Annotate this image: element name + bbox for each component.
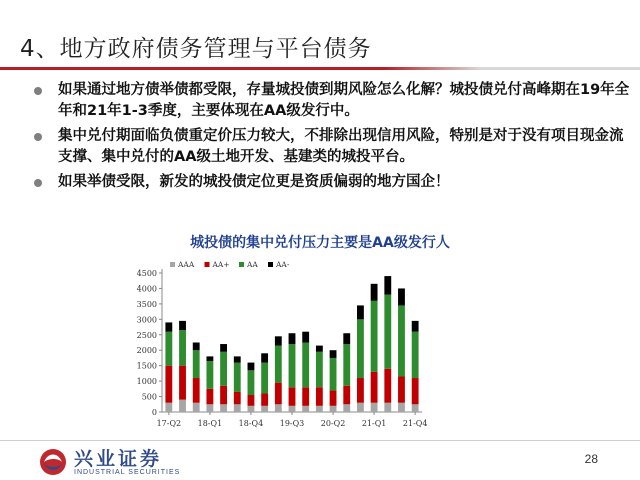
y-tick-label: 3500 [136,299,157,309]
title-divider [0,67,640,70]
bar-aaa-18-Q2 [220,404,227,412]
stacked-bar-chart [130,255,430,435]
bar-aaplus-20-Q2 [330,390,337,405]
bar-aaminus-17-Q2 [165,322,172,331]
page-number: 28 [584,452,598,466]
bar-aaplus-19-Q1 [261,393,268,405]
x-tick-label: 18-Q1 [197,419,223,428]
bullet-text: 集中兑付期面临负债重定价压力较大，不排除出现信用风险，特别是对于没有项目现金流支撑、集中兑付的AA级土地开发、基建类的城投平台。 [58,128,624,165]
bar-aaminus-17-Q3 [179,321,186,330]
bar-aaa-21-Q1 [371,403,378,412]
bar-aaminus-21-Q3 [398,288,405,305]
bar-aa-20-Q1 [316,352,323,388]
y-tick-label: 3000 [136,315,157,325]
bar-aaa-19-Q1 [261,406,268,412]
bar-aaplus-20-Q1 [316,387,323,406]
chart-title: 城投债的集中兑付压力主要是AA级发行人 [190,235,450,251]
bar-aaa-17-Q4 [193,403,200,412]
bar-aaminus-20-Q1 [316,346,323,352]
bar-aaminus-19-Q1 [261,353,268,362]
bar-aaplus-19-Q3 [289,387,296,406]
bullet-dot-icon [34,179,42,187]
bullet-text: 如果举债受限，新发的城投债定位更是资质偏弱的地方国企！ [58,174,450,190]
bar-aaa-17-Q3 [179,400,186,412]
legend-swatch [205,262,210,267]
bullet-item [32,172,632,193]
y-tick-label: 4500 [136,269,157,278]
legend-label: AA+ [212,260,230,269]
bar-aaa-20-Q2 [330,406,337,412]
y-tick-label: 1500 [136,361,157,371]
bar-aa-20-Q2 [330,358,337,390]
bar-aaplus-19-Q4 [302,387,309,406]
bar-aa-18-Q1 [206,361,213,389]
bar-aaminus-20-Q3 [343,333,350,344]
bar-aaminus-19-Q3 [289,333,296,344]
bar-aaa-20-Q1 [316,406,323,412]
bar-aa-17-Q4 [193,350,200,378]
bar-aaplus-17-Q4 [193,378,200,403]
bar-aaa-20-Q4 [357,403,364,412]
y-tick-label: 1000 [136,377,157,387]
bar-aa-21-Q1 [371,301,378,372]
company-emblem-icon [38,447,68,477]
company-name-en: INDUSTRIAL SECURITIES [74,468,181,476]
bar-aa-18-Q2 [220,352,227,386]
bar-aaminus-18-Q2 [220,344,227,352]
y-tick-label: 4000 [136,284,157,294]
bar-aa-20-Q4 [357,319,364,378]
bar-aa-21-Q4 [412,332,419,378]
x-tick-label: 19-Q3 [279,419,305,428]
bullet-item [32,80,632,122]
bar-aa-21-Q3 [398,305,405,376]
slide-title: 4、地方政府债务管理与平台债务 [20,36,372,62]
bar-aaplus-18-Q1 [206,389,213,404]
bar-aaa-21-Q3 [398,403,405,412]
bar-aaminus-20-Q4 [357,305,364,319]
footer-divider [0,440,640,441]
bullet-dot-icon [34,133,42,141]
bar-aaminus-18-Q3 [234,356,241,362]
bar-aa-18-Q4 [248,370,255,395]
x-tick-label: 21-Q1 [361,419,387,428]
bar-aa-17-Q2 [165,332,172,366]
bar-aaplus-18-Q3 [234,392,241,404]
legend-swatch [268,262,273,267]
bar-aaminus-18-Q1 [206,356,213,361]
bar-aaa-19-Q3 [289,406,296,412]
y-tick-label: 0 [151,408,157,417]
bar-aa-18-Q3 [234,363,241,392]
bar-aaa-19-Q4 [302,406,309,412]
y-tick-label: 500 [141,392,157,402]
bar-aa-19-Q4 [302,343,309,388]
bullet-item [32,126,632,168]
bar-aaminus-17-Q4 [193,343,200,351]
bar-aaplus-20-Q3 [343,386,350,405]
bar-aaminus-19-Q2 [275,336,282,345]
bar-aaa-17-Q2 [165,403,172,412]
legend-swatch [170,262,175,267]
bar-aa-21-Q2 [384,295,391,369]
bar-aaplus-17-Q3 [179,366,186,400]
bullet-text: 如果通过地方债举债都受限，存量城投债到期风险怎么化解？城投债兑付高峰期在19年全年和21年1-3季度，主要体现在AA级发行中。 [58,82,630,119]
bar-aaminus-18-Q4 [248,363,255,371]
bar-aaminus-21-Q2 [384,276,391,295]
y-tick-label: 2000 [136,346,157,356]
x-tick-label: 18-Q4 [238,419,264,428]
bullet-dot-icon [34,87,42,95]
bar-aaa-21-Q2 [384,403,391,412]
bar-aaplus-21-Q2 [384,369,391,403]
bar-aaplus-19-Q2 [275,383,282,405]
legend-swatch [239,262,244,267]
bar-aaa-18-Q1 [206,404,213,412]
bar-aaplus-21-Q3 [398,376,405,402]
bar-aaminus-21-Q1 [371,284,378,301]
bar-aaplus-18-Q4 [248,395,255,406]
bar-aaplus-21-Q1 [371,372,378,403]
bar-aaplus-18-Q2 [220,386,227,405]
company-logo [38,447,180,477]
bar-aaa-21-Q4 [412,404,419,412]
bar-aa-19-Q1 [261,363,268,394]
bar-aa-19-Q2 [275,346,282,383]
company-name-cn: 兴业证券 [74,447,163,470]
bullet-list [32,80,632,197]
bar-aaplus-20-Q4 [357,378,364,403]
bar-aaa-19-Q2 [275,404,282,412]
bar-aa-20-Q3 [343,344,350,386]
legend-label: AA- [276,260,290,269]
legend-label: AAA [178,260,195,269]
x-tick-label: 21-Q4 [402,419,428,428]
bar-aaplus-21-Q4 [412,378,419,404]
bar-aaminus-19-Q4 [302,332,309,343]
legend-label: AA [247,260,258,269]
bar-aaa-18-Q3 [234,404,241,412]
bar-aaa-20-Q3 [343,404,350,412]
bar-aa-19-Q3 [289,344,296,387]
bar-aaminus-21-Q4 [412,321,419,332]
x-tick-label: 20-Q2 [320,419,346,428]
y-tick-label: 2500 [136,330,157,340]
bar-aaa-18-Q4 [248,406,255,412]
x-tick-label: 17-Q2 [156,419,182,428]
bar-aa-17-Q3 [179,330,186,366]
bar-aaplus-17-Q2 [165,366,172,403]
bar-aaminus-20-Q2 [330,350,337,358]
